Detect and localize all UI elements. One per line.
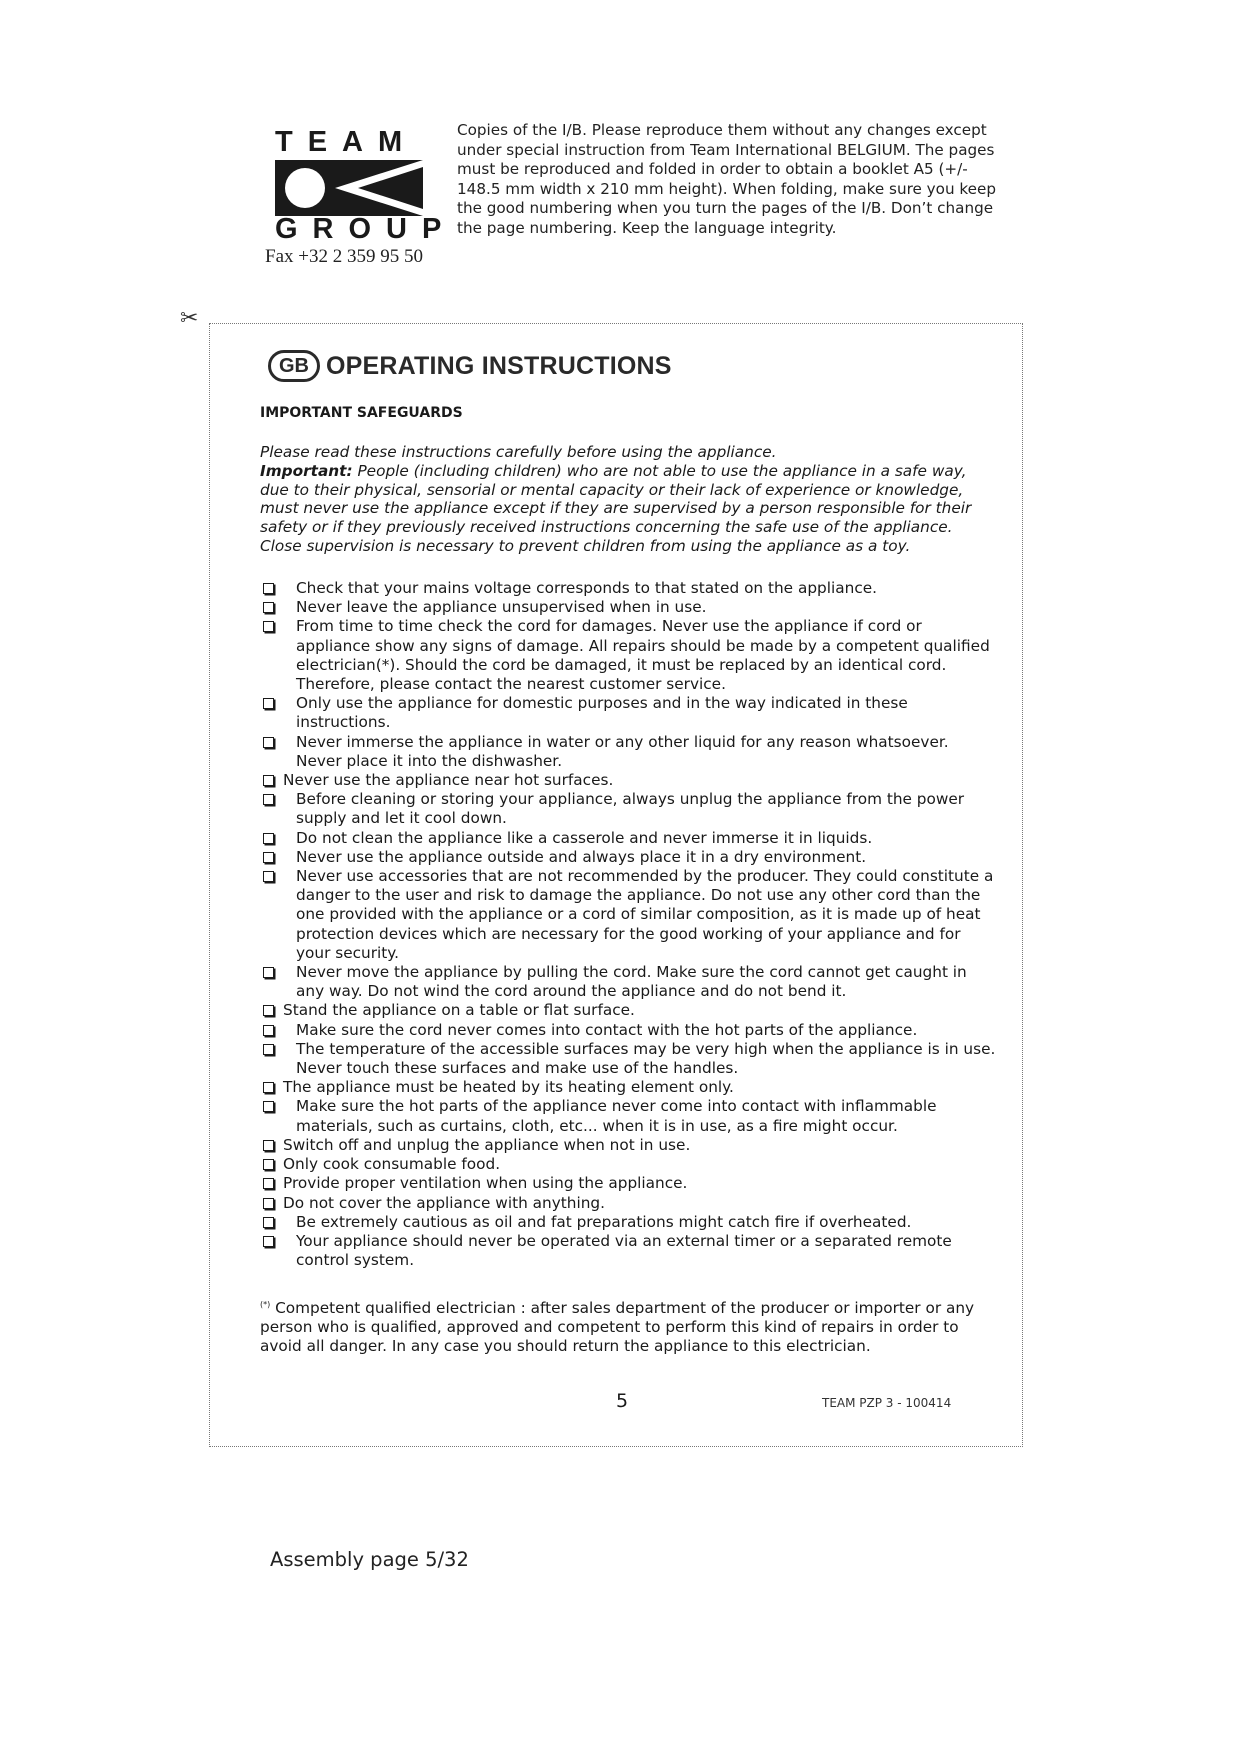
checkbox-bullet-icon xyxy=(263,698,274,709)
copy-note-text: Copies of the I/B. Please reproduce them without any changes except under special instruction from Team International BELGIUM. The pages must be reproduced and folded in order to obtain a booklet A5 (+/- 148.5 mm width x 210 mm height). When folding, make sure you keep the good numbering when you turn the pages of the I/B. Don’t change the page numbering. Keep the language integrity. xyxy=(457,121,996,237)
checkbox-bullet-icon xyxy=(263,775,274,786)
checkbox-bullet-icon xyxy=(263,794,274,805)
checkbox-bullet-icon xyxy=(263,1101,274,1112)
list-item: Never move the appliance by pulling the cord. Make sure the cord cannot get caught in any way. Do not wind the cord around the appliance and do not bend it. xyxy=(260,963,998,1001)
section-heading: IMPORTANT SAFEGUARDS xyxy=(260,405,463,421)
important-text: People (including children) who are not able to use the appliance in a safe way, due to their physical, sensorial or mental capacity or their lack of experience or knowledge, must never use the appliance except if they are supervised by a person responsible for their safety or if they previously received instructions concerning the safe use of the appliance. Close supervision is necessary to prevent children from using the appliance as a toy. xyxy=(260,461,972,555)
list-item: Provide proper ventilation when using the appliance. xyxy=(260,1174,998,1193)
checkbox-bullet-icon xyxy=(263,621,274,632)
list-item: Be extremely cautious as oil and fat preparations might catch fire if overheated. xyxy=(260,1213,998,1232)
checkbox-bullet-icon xyxy=(263,583,274,594)
checkbox-bullet-icon xyxy=(263,852,274,863)
list-item: Before cleaning or storing your appliance, always unplug the appliance from the power supply and let it cool down. xyxy=(260,790,998,828)
assembly-page-label: Assembly page 5/32 xyxy=(270,1548,469,1571)
list-item: Never use accessories that are not recommended by the producer. They could constitute a danger to the user and risk to damage the appliance. Do not use any other cord than the one provided with the appliance or a cord of similar composition, as it is made up of heat protection devices which are necessary for the good working of your appliance and for your security. xyxy=(260,867,998,963)
list-item: The appliance must be heated by its heating element only. xyxy=(260,1078,998,1097)
checkbox-bullet-icon xyxy=(263,1005,274,1016)
list-item: Only cook consumable food. xyxy=(260,1155,998,1174)
list-item: Do not cover the appliance with anything. xyxy=(260,1194,998,1213)
list-item: Never use the appliance outside and always place it in a dry environment. xyxy=(260,848,998,867)
scissors-icon: ✂ xyxy=(180,306,199,331)
list-item: Make sure the cord never comes into contact with the hot parts of the appliance. xyxy=(260,1021,998,1040)
ok-logo-icon xyxy=(275,160,423,216)
heading-title: OPERATING INSTRUCTIONS xyxy=(326,351,672,380)
checkbox-bullet-icon xyxy=(263,1178,274,1189)
list-item: The temperature of the accessible surfaces may be very high when the appliance is in use. Never touch these surfaces and make use of the handles. xyxy=(260,1040,998,1078)
page-number: 5 xyxy=(616,1390,629,1412)
checkbox-bullet-icon xyxy=(263,737,274,748)
checkbox-bullet-icon xyxy=(263,1159,274,1170)
checkbox-bullet-icon xyxy=(263,871,274,882)
list-item: Check that your mains voltage corresponds to that stated on the appliance. xyxy=(260,579,998,598)
checkbox-bullet-icon xyxy=(263,1044,274,1055)
list-item: Never leave the appliance unsupervised when in use. xyxy=(260,598,998,617)
intro-line: Please read these instructions carefully before using the appliance. xyxy=(260,443,777,461)
checkbox-bullet-icon xyxy=(263,1140,274,1151)
list-item: Never use the appliance near hot surfaces. xyxy=(260,771,998,790)
checkbox-bullet-icon xyxy=(263,1236,274,1247)
logo-team-text: TEAM xyxy=(275,126,418,158)
list-item: From time to time check the cord for damages. Never use the appliance if cord or appliance show any signs of damage. All repairs should be made by a competent qualified electrician(*). Should the cord be damaged, it must be replaced by an identical cord. Therefore, please contact the nearest customer service. xyxy=(260,617,998,694)
checkbox-bullet-icon xyxy=(263,833,274,844)
footnote-mark: (*) xyxy=(260,1300,271,1309)
list-item: Stand the appliance on a table or flat surface. xyxy=(260,1001,998,1020)
page-title xyxy=(268,350,672,382)
copy-instructions-note xyxy=(457,121,997,239)
checkbox-bullet-icon xyxy=(263,1082,274,1093)
safeguards-list xyxy=(260,579,998,1270)
fax-number: Fax +32 2 359 95 50 xyxy=(265,246,423,267)
important-label: Important: xyxy=(260,461,353,480)
checkbox-bullet-icon xyxy=(263,1025,274,1036)
important-paragraph xyxy=(260,462,990,556)
list-item: Switch off and unplug the appliance when not in use. xyxy=(260,1136,998,1155)
intro-paragraph xyxy=(260,443,990,556)
list-item: Make sure the hot parts of the appliance never come into contact with inflammable materials, such as curtains, cloth, etc... when it is in use, as a fire might occur. xyxy=(260,1097,998,1135)
checkbox-bullet-icon xyxy=(263,1198,274,1209)
checkbox-bullet-icon xyxy=(263,602,274,613)
list-item: Never immerse the appliance in water or any other liquid for any reason whatsoever. Never place it into the dishwasher. xyxy=(260,733,998,771)
list-item: Only use the appliance for domestic purposes and in the way indicated in these instructions. xyxy=(260,694,998,732)
team-group-logo xyxy=(265,126,457,276)
document-code: TEAM PZP 3 - 100414 xyxy=(822,1396,952,1410)
list-item: Do not clean the appliance like a casserole and never immerse it in liquids. xyxy=(260,829,998,848)
footnote xyxy=(260,1296,1000,1355)
footnote-text: Competent qualified electrician : after sales department of the producer or importer or any person who is qualified, approved and competent to perform this kind of repairs in order to avoid all danger. In any case you should return the appliance to this electrician. xyxy=(260,1299,975,1355)
list-item: Your appliance should never be operated via an external timer or a separated remote control system. xyxy=(260,1232,998,1270)
language-badge-gb: GB xyxy=(268,350,320,382)
logo-group-text: GROUP xyxy=(275,213,457,245)
checkbox-bullet-icon xyxy=(263,1217,274,1228)
checkbox-bullet-icon xyxy=(263,967,274,978)
